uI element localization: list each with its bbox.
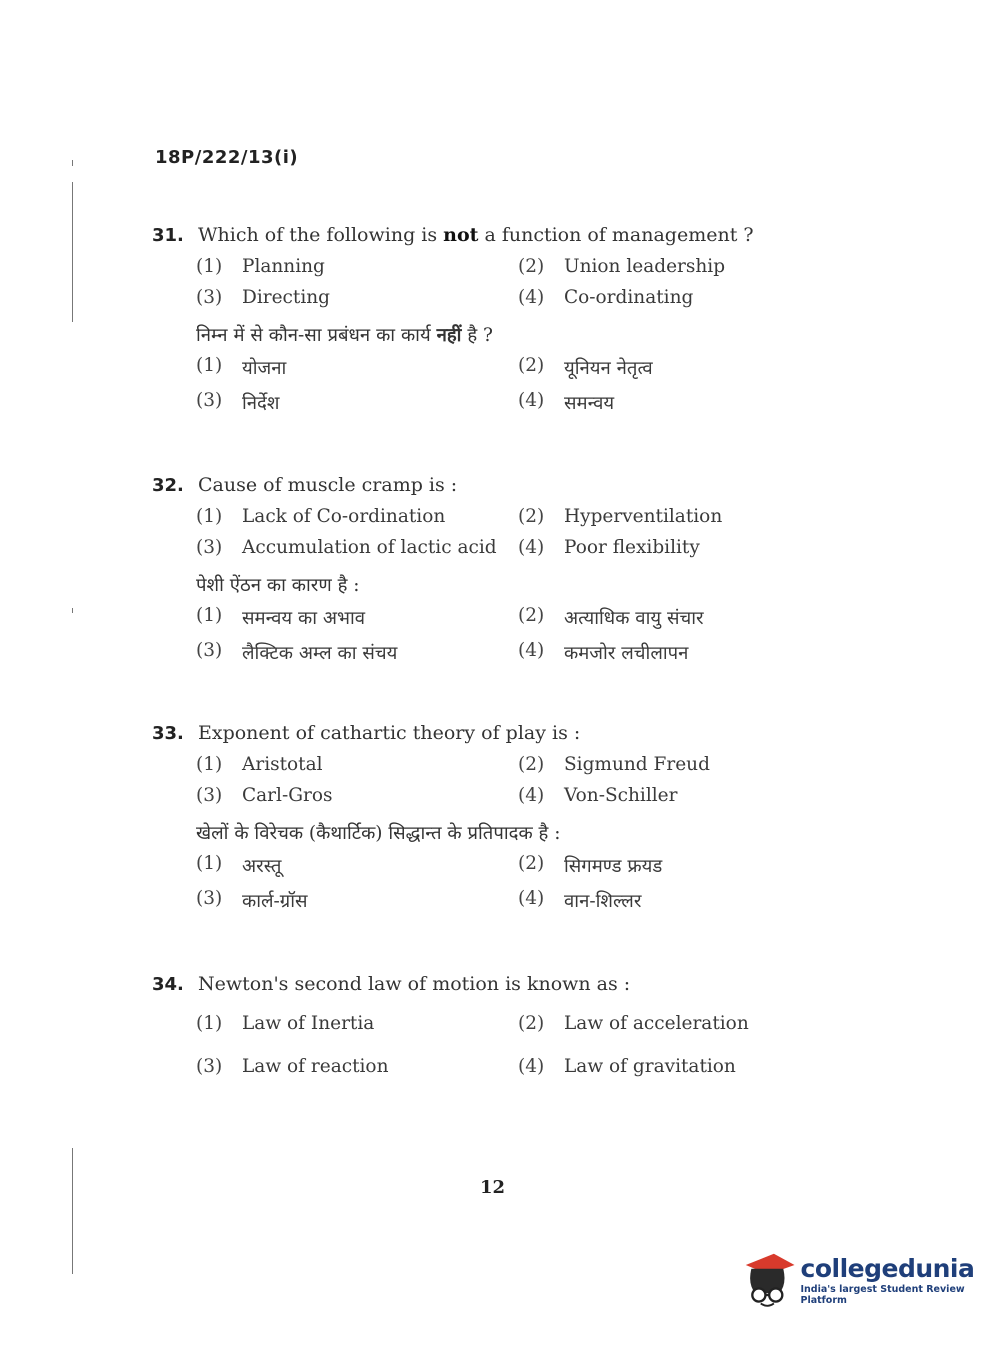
logo-name: collegedunia	[800, 1254, 975, 1283]
option-4: (4) Poor flexibility	[518, 537, 700, 558]
option-1: (1) Aristotal	[196, 754, 323, 775]
option-3: (3) Accumulation of lactic acid	[196, 537, 497, 558]
question-34	[152, 973, 772, 1077]
question-text-hindi: निम्न में से कौन-सा प्रबंधन का कार्य नहीं है ?	[196, 325, 493, 346]
collegedunia-logo	[742, 1250, 1001, 1310]
question-number: 32.	[152, 475, 184, 496]
option-hindi-2: (2) सिगमण्ड फ्रयड	[518, 853, 663, 877]
option-hindi-4: (4) कमजोर लचीलापन	[518, 640, 689, 664]
option-1: (1) Lack of Co-ordination	[196, 506, 446, 527]
option-hindi-2: (2) अत्याधिक वायु संचार	[518, 605, 704, 629]
question-number: 34.	[152, 974, 184, 995]
option-3: (3) Law of reaction	[196, 1056, 389, 1077]
question-text: Cause of muscle cramp is :	[198, 474, 458, 496]
logo-tagline: India's largest Student Review Platform	[800, 1284, 965, 1306]
options-hindi	[196, 605, 772, 665]
option-hindi-3: (3) कार्ल-ग्रॉस	[196, 888, 308, 912]
mascot-icon	[742, 1250, 795, 1310]
question-text: Which of the following is not a function of management ?	[198, 224, 754, 246]
option-2: (2) Union leadership	[518, 256, 726, 277]
question-text: Newton's second law of motion is known as :	[198, 973, 631, 995]
options-hindi	[196, 853, 772, 913]
option-1: (1) Planning	[196, 256, 325, 277]
scan-margin-line	[72, 608, 73, 613]
option-3: (3) Carl-Gros	[196, 785, 333, 806]
options	[196, 256, 772, 308]
option-1: (1) Law of Inertia	[196, 1013, 375, 1034]
option-hindi-2: (2) यूनियन नेतृत्व	[518, 355, 653, 379]
question-number: 33.	[152, 723, 184, 744]
scan-margin-line	[72, 1148, 73, 1274]
question-number: 31.	[152, 225, 184, 246]
question-31	[152, 224, 772, 415]
option-4: (4) Co-ordinating	[518, 287, 694, 308]
question-text-hindi: खेलों के विरेचक (कैथार्टिक) सिद्धान्त के प्रतिपादक है :	[196, 823, 561, 844]
paper-code: 18P/222/13(i)	[155, 147, 299, 168]
question-text-hindi: पेशी ऐंठन का कारण है :	[196, 575, 360, 596]
question-text: Exponent of cathartic theory of play is :	[198, 722, 581, 744]
option-4: (4) Law of gravitation	[518, 1056, 736, 1077]
options	[196, 754, 772, 806]
option-3: (3) Directing	[196, 287, 331, 308]
option-hindi-3: (3) लैक्टिक अम्ल का संचय	[196, 640, 398, 664]
option-hindi-4: (4) वान-शिल्लर	[518, 888, 642, 912]
option-4: (4) Von-Schiller	[518, 785, 678, 806]
option-hindi-3: (3) निर्देश	[196, 390, 280, 414]
scan-margin-line	[72, 182, 73, 322]
logo-text	[801, 1254, 1001, 1306]
page-number: 12	[480, 1177, 506, 1198]
question-33	[152, 722, 772, 913]
option-hindi-1: (1) योजना	[196, 355, 287, 379]
option-2: (2) Law of acceleration	[518, 1013, 749, 1034]
scan-margin-line	[72, 160, 73, 166]
option-2: (2) Hyperventilation	[518, 506, 723, 527]
option-hindi-1: (1) समन्वय का अभाव	[196, 605, 366, 629]
options	[196, 506, 772, 558]
question-32	[152, 474, 772, 665]
options	[196, 1013, 772, 1077]
option-hindi-4: (4) समन्वय	[518, 390, 615, 414]
option-2: (2) Sigmund Freud	[518, 754, 710, 775]
option-hindi-1: (1) अरस्तू	[196, 853, 282, 877]
options-hindi	[196, 355, 772, 415]
